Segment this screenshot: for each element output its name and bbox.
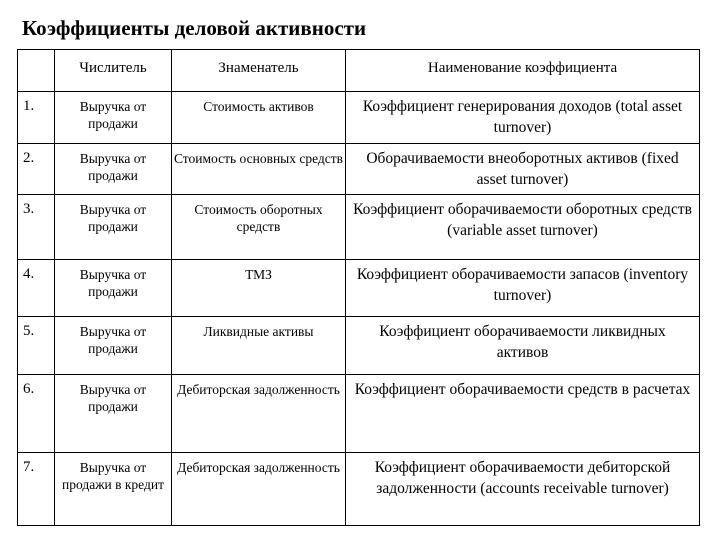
table-row (18, 260, 700, 317)
table-row (18, 453, 700, 526)
row-number: 3. (18, 195, 55, 260)
row-number: 2. (18, 144, 55, 195)
ratio-name-text: Коэффициент генерирования доходов (total asset turnover) (362, 98, 683, 136)
header-numerator: Числитель (55, 50, 172, 92)
page-title: Коэффициенты деловой активности (22, 16, 367, 40)
row-number: 5. (18, 317, 55, 375)
ratio-name-text: Коэффициент оборачиваемости средств в расчетах (354, 381, 691, 398)
numerator-cell: Выручка от продажи (55, 195, 172, 260)
ratio-name-cell (346, 260, 700, 317)
ratio-name-cell (346, 195, 700, 260)
ratio-name-text: Коэффициент оборачиваемости дебиторской задолженности (accounts receivable turnover) (374, 459, 671, 497)
table-row (18, 195, 700, 260)
table-row (18, 317, 700, 375)
table-row (18, 144, 700, 195)
numerator-cell: Выручка от продажи (55, 92, 172, 144)
ratio-name-cell (346, 92, 700, 144)
table-header-row (18, 50, 700, 92)
table-row (18, 92, 700, 144)
ratio-name-cell (346, 317, 700, 375)
header-ratio-name: Наименование коэффициента (346, 50, 700, 92)
denominator-cell: Стоимость оборотных средств (172, 195, 346, 260)
denominator-cell: ТМЗ (172, 260, 346, 317)
ratio-table (17, 49, 700, 526)
ratio-name-text: Коэффициент оборачиваемости оборотных средств (variable asset turnover) (353, 201, 692, 239)
denominator-cell: Ликвидные активы (172, 317, 346, 375)
denominator-cell: Стоимость активов (172, 92, 346, 144)
ratio-name-text: Коэффициент оборачиваемости ликвидных активов (379, 323, 666, 361)
denominator-cell: Дебиторская задолженность (172, 375, 346, 453)
ratio-name-text: Коэффициент оборачиваемости запасов (inventory turnover) (356, 266, 689, 304)
denominator-cell: Стоимость основных средств (172, 144, 346, 195)
table-row (18, 375, 700, 453)
header-denominator: Знаменатель (172, 50, 346, 92)
row-number: 4. (18, 260, 55, 317)
numerator-cell: Выручка от продажи (55, 317, 172, 375)
denominator-cell: Дебиторская задолженность (172, 453, 346, 526)
ratio-name-cell (346, 144, 700, 195)
row-number: 7. (18, 453, 55, 526)
numerator-cell: Выручка от продажи (55, 375, 172, 453)
row-number: 1. (18, 92, 55, 144)
header-number (18, 50, 55, 92)
row-number: 6. (18, 375, 55, 453)
ratio-name-cell (346, 375, 700, 453)
ratio-name-cell (346, 453, 700, 526)
ratio-name-text: Оборачиваемости внеоборотных активов (fixed asset turnover) (366, 150, 679, 188)
numerator-cell: Выручка от продажи в кредит (55, 453, 172, 526)
numerator-cell: Выручка от продажи (55, 260, 172, 317)
numerator-cell: Выручка от продажи (55, 144, 172, 195)
